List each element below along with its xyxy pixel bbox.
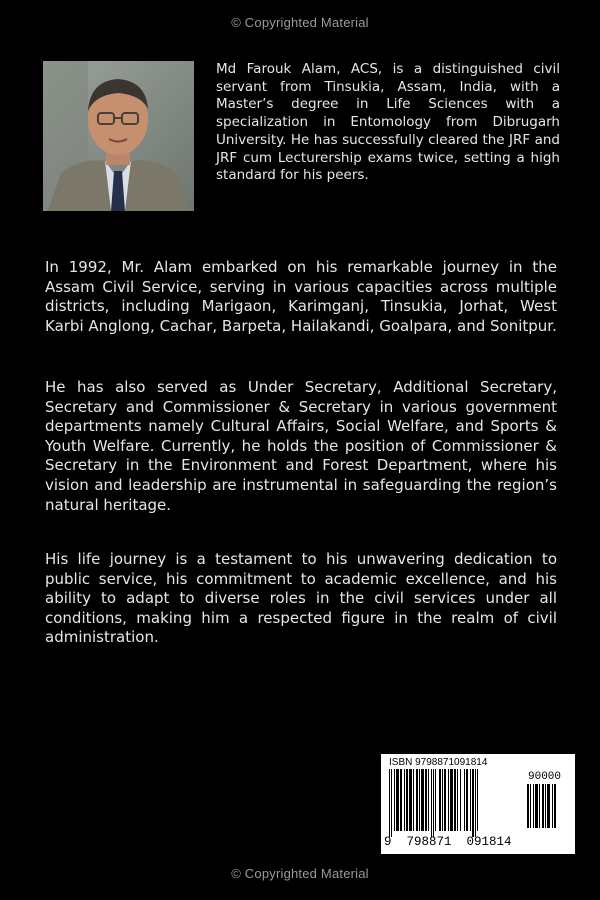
isbn-barcode (381, 754, 575, 854)
ean13-bars (389, 769, 523, 837)
copyright-watermark-top: © Copyrighted Material (231, 15, 369, 30)
closing-paragraph: His life journey is a testament to his unwavering dedication to public service, his commitment to academic excellence, and his ability to adapt to diverse roles in the civil services under all conditions, making him a respected figure in the realm of civil administration. (45, 550, 557, 647)
career-paragraph: In 1992, Mr. Alam embarked on his remarkable journey in the Assam Civil Service, serving in various capacities across multiple districts, including Marigaon, Karimganj, Tinsukia, Jorhat, West Karbi Anglong, Cachar, Barpeta, Hailakandi, Goalpara, and Sonitpur. (45, 258, 557, 335)
price-code: 90000 (528, 771, 562, 783)
copyright-watermark-bottom: © Copyrighted Material (231, 866, 369, 881)
barcode-digits: 9 798871 091814 (384, 835, 512, 849)
author-bio-short: Md Farouk Alam, ACS, is a distinguished civil servant from Tinsukia, Assam, India, with a Master’s degree in Life Sciences with a specialization in Entomology from Dibrugarh University. He has successfully cleared the JRF and JRF cum Lecturership exams twice, setting a high standard for his peers. (216, 61, 560, 184)
positions-paragraph: He has also served as Under Secretary, Additional Secretary, Secretary and Commissioner & Secretary in various government departments namely Cultural Affairs, Social Welfare, and Sports & Youth Welfare. Currently, he holds the position of Commissioner & Secretary in the Environment and Forest Department, where his vision and leadership are instrumental in safeguarding the region’s natural heritage. (45, 378, 557, 514)
isbn-label: ISBN 9798871091814 (389, 757, 488, 768)
price-addon-bars (527, 784, 569, 834)
author-photo (43, 61, 194, 211)
